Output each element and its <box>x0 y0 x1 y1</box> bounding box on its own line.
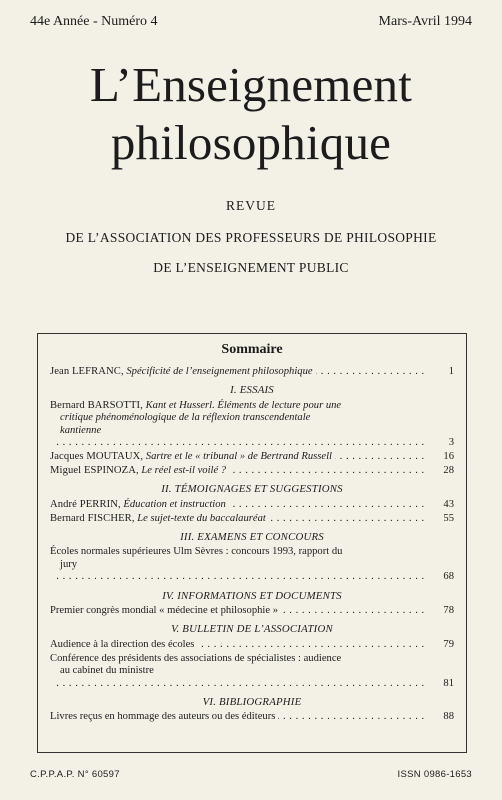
entry-author: André PERRIN, <box>50 498 121 510</box>
sommaire-heading: Sommaire <box>221 342 283 357</box>
table-of-contents <box>37 333 467 753</box>
entry-text: Livres reçus en hommage des auteurs ou des éditeurs <box>50 711 276 723</box>
entry-title: Le réel est-il voilé ? <box>141 464 227 476</box>
issue-line <box>30 14 472 30</box>
entry-page: 1 <box>448 366 454 377</box>
entry-page: 16 <box>443 450 454 462</box>
toc-entry <box>50 400 454 450</box>
entry-title-cont: critique phénoménologique de la réflexion transcendentale <box>60 412 311 424</box>
toc-entry <box>50 711 454 723</box>
toc-entry <box>50 465 454 477</box>
section-heading: VI. BIBLIOGRAPHIE <box>202 695 302 708</box>
revue-label: REVUE <box>226 198 276 213</box>
entry-title: Spécificité de l’enseignement philosophique <box>126 366 313 377</box>
association-line-2: DE L’ENSEIGNEMENT PUBLIC <box>153 260 349 275</box>
entry-text: Conférence des présidents des associations de spécialistes : audience <box>50 652 342 664</box>
entry-author: Bernard BARSOTTI, <box>50 399 143 411</box>
entry-author: Bernard FISCHER, <box>50 512 135 524</box>
section-heading: II. TÉMOIGNAGES ET SUGGESTIONS <box>161 483 343 496</box>
entry-page: 28 <box>443 464 454 476</box>
toc-entry <box>50 546 454 583</box>
toc-entry <box>50 639 454 651</box>
entry-page: 88 <box>443 711 454 723</box>
issn-number: ISSN 0986-1653 <box>397 769 472 780</box>
entry-title-cont: kantienne <box>60 424 102 436</box>
section-heading: I. ESSAIS <box>230 384 274 397</box>
section-heading: IV. INFORMATIONS ET DOCUMENTS <box>162 589 342 602</box>
entry-text-cont: au cabinet du ministre <box>60 665 154 677</box>
entry-page: 68 <box>443 571 454 583</box>
toc-entry <box>50 499 454 511</box>
cppap-number: C.P.P.A.P. N° 60597 <box>30 769 120 780</box>
entry-title: Sartre et le « tribunal » de Bertrand Russell <box>145 450 332 462</box>
toc-entry <box>50 605 454 617</box>
entry-page: 3 <box>448 437 454 449</box>
entry-text-cont: jury <box>60 558 78 570</box>
entry-page: 81 <box>443 677 454 689</box>
entry-author: Miguel ESPINOZA, <box>50 464 139 476</box>
title-line-2: philosophique <box>110 115 392 170</box>
toc-entry <box>50 513 454 525</box>
entry-page: 43 <box>443 498 454 510</box>
issue-number: 44e Année - Numéro 4 <box>30 14 158 29</box>
entry-text: Écoles normales supérieures Ulm Sèvres : concours 1993, rapport du <box>50 546 343 558</box>
entry-title: Kant et Husserl. Éléments de lecture pour une <box>145 399 342 411</box>
entry-title: Éducation et instruction <box>123 498 226 510</box>
entry-title: Le sujet-texte du baccalauréat <box>137 512 266 524</box>
journal-title <box>0 56 502 172</box>
toc-list <box>50 366 454 725</box>
section-heading: III. EXAMENS ET CONCOURS <box>180 530 324 543</box>
entry-page: 79 <box>443 638 454 650</box>
toc-entry <box>50 366 454 378</box>
toc-entry <box>50 451 454 463</box>
entry-text: Premier congrès mondial « médecine et philosophie » <box>50 605 278 616</box>
entry-page: 55 <box>443 512 454 524</box>
entry-text: Audience à la direction des écoles <box>50 638 195 650</box>
entry-page: 78 <box>443 605 454 616</box>
title-line-1: L’Enseignement <box>89 57 413 112</box>
association-line-1: DE L’ASSOCIATION DES PROFESSEURS DE PHILOSOPHIE <box>65 230 437 245</box>
section-heading: V. BULLETIN DE L’ASSOCIATION <box>171 623 333 636</box>
entry-author: Jean LEFRANC, <box>50 366 124 377</box>
toc-entry <box>50 653 454 690</box>
issue-date: Mars-Avril 1994 <box>378 14 472 29</box>
entry-author: Jacques MOUTAUX, <box>50 450 144 462</box>
